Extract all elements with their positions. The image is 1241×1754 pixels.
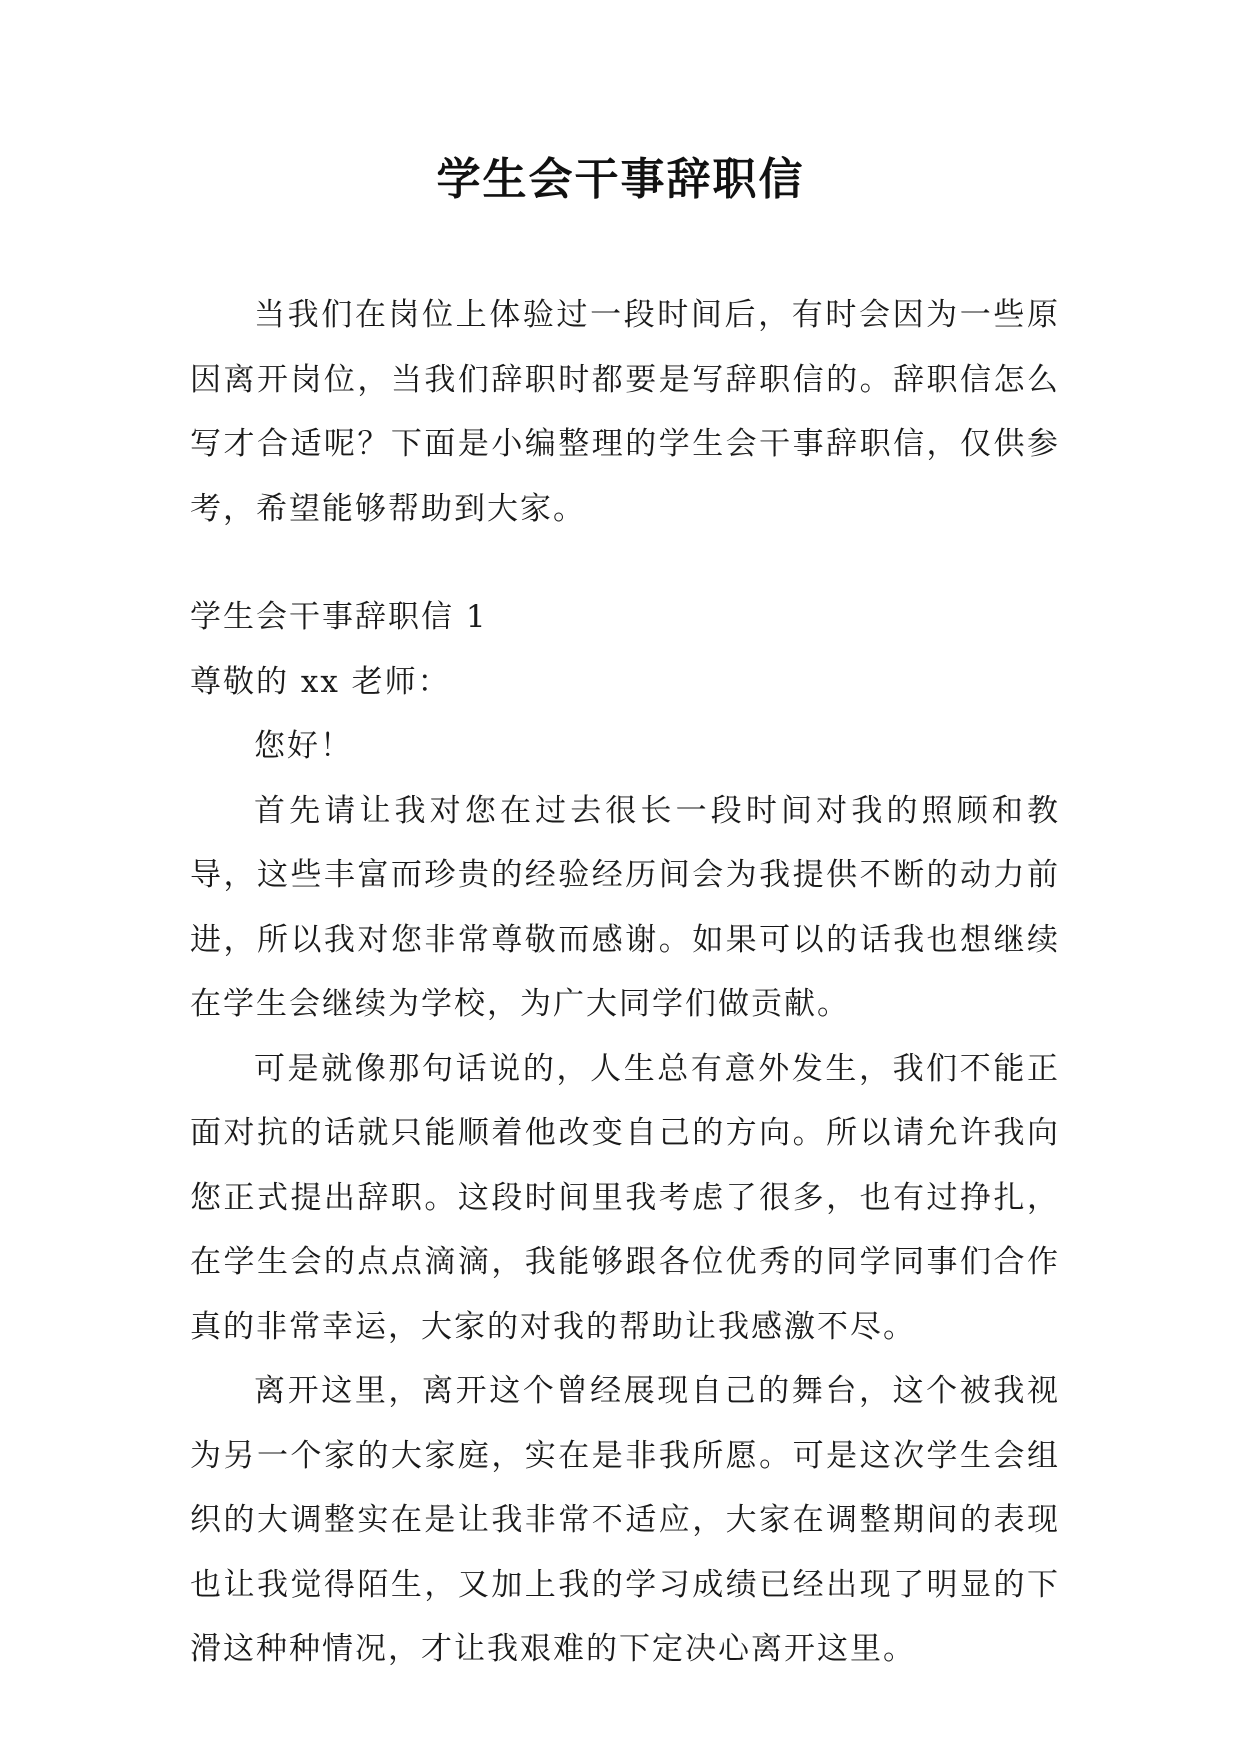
section-heading: 学生会干事辞职信 1: [190, 599, 488, 635]
intro-paragraph: 当我们在岗位上体验过一段时间后，有时会因为一些原因离开岗位，当我们辞职时都要是写辞职信的。辞职信怎么写才合适呢？下面是小编整理的学生会干事辞职信，仅供参考，希望能够帮助到大家。: [190, 297, 1060, 527]
letter-paragraph: 可是就像那句话说的，人生总有意外发生，我们不能正面对抗的话就只能顺着他改变自己的方向。所以请允许我向您正式提出辞职。这段时间里我考虑了很多，也有过挣扎，在学生会的点点滴滴，我能够跟各位优秀的同学同事们合作真的非常幸运，大家的对我的帮助让我感激不尽。: [190, 1050, 1060, 1345]
section-spacer: [190, 541, 1060, 585]
letter-salutation: 尊敬的 xx 老师：: [190, 663, 451, 700]
letter-paragraph: 首先请让我对您在过去很长一段时间对我的照顾和教导，这些丰富而珍贵的经验经历间会为我提供不断的动力前进，所以我对您非常尊敬而感谢。如果可以的话我也想继续在学生会继续为学校，为广大同学们做贡献。: [190, 792, 1060, 1022]
document-body: [190, 283, 1060, 1682]
letter-greeting: 您好！: [254, 728, 353, 764]
letter-paragraph: 离开这里，离开这个曾经展现自己的舞台，这个被我视为另一个家的大家庭，实在是非我所愿。可是这次学生会组织的大调整实在是让我非常不适应，大家在调整期间的表现也让我觉得陌生，又加上我的学习成绩已经出现了明显的下滑这种种情况，才让我艰难的下定决心离开这里。: [190, 1373, 1060, 1667]
document-title: 学生会干事辞职信: [436, 154, 805, 205]
